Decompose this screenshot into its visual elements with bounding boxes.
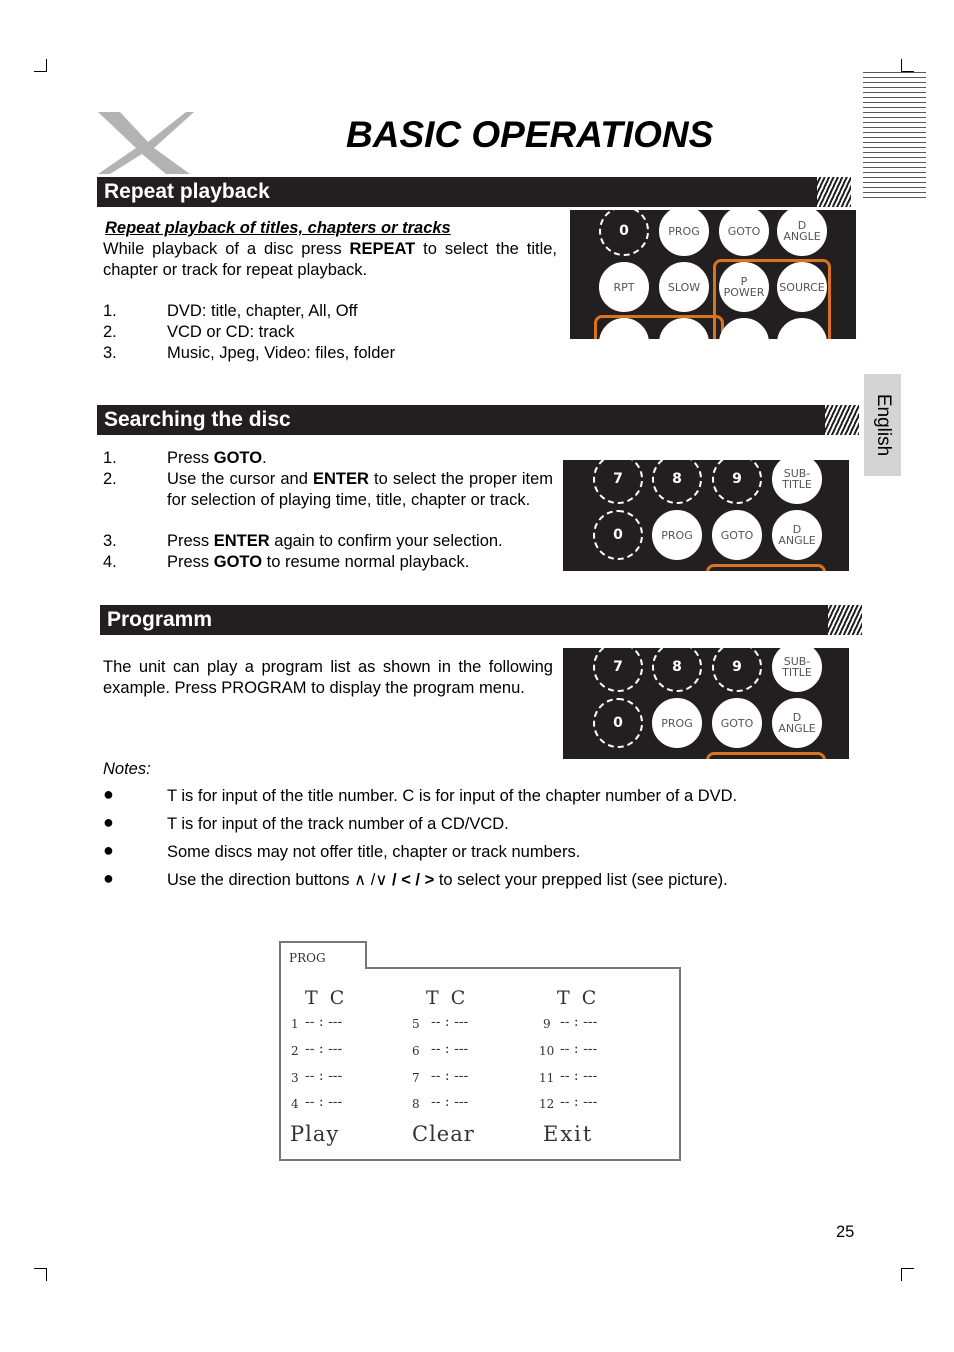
slot: -- : --- (431, 1068, 469, 1084)
remote-btn-8: 8 (652, 460, 702, 504)
slot: -- : --- (560, 1068, 598, 1084)
row-number: 5 (412, 1017, 420, 1031)
row-number: 7 (412, 1071, 420, 1085)
crop-mark-tr (901, 59, 914, 72)
remote-btn-8: 8 (652, 648, 702, 692)
prog-play-button[interactable]: Play (290, 1122, 340, 1146)
remote-btn-subtitle: SUB- TITLE (772, 460, 822, 504)
slot: -- : --- (431, 1014, 469, 1030)
program-menu-image (279, 941, 681, 1161)
remote-btn-goto: GOTO (712, 510, 762, 560)
col-header-1: T C (305, 987, 345, 1009)
prog-tab-label: PROG (289, 951, 326, 965)
remote-btn-goto: GOTO (719, 210, 769, 256)
remote-btn-angle: D ANGLE (772, 698, 822, 748)
remote-btn-0: 0 (593, 698, 643, 748)
repeat-list: 1. DVD: title, chapter, All, Off 2. VCD or CD: track 3. Music, Jpeg, Video: files, folder (103, 302, 396, 362)
remote-btn-0: 0 (599, 210, 649, 256)
remote-btn-7: 7 (593, 648, 643, 692)
repeat-subheading: Repeat playback of titles, chapters or tracks (105, 219, 451, 237)
section-bar-program (100, 605, 862, 635)
slot: -- : --- (431, 1041, 469, 1057)
row-number: 11 (539, 1071, 555, 1085)
section-bar-search (97, 405, 859, 435)
bar-stripes (828, 605, 862, 635)
row-number: 4 (291, 1097, 299, 1111)
remote-image-search (563, 460, 849, 571)
remote-btn-9: 9 (712, 648, 762, 692)
language-tab: English (864, 374, 901, 476)
remote-btn-prog: PROG (652, 698, 702, 748)
crop-mark-tl (34, 59, 47, 72)
remote-btn-slow: SLOW (659, 262, 709, 312)
section-heading: Searching the disc (104, 408, 291, 431)
slot: -- : --- (305, 1068, 343, 1084)
prog-exit-button[interactable]: Exit (543, 1122, 594, 1146)
row-number: 9 (543, 1017, 551, 1031)
bullet-icon: ● (103, 784, 114, 804)
bar-stripes (817, 177, 851, 207)
row-number: 10 (539, 1044, 555, 1058)
row-number: 3 (291, 1071, 299, 1085)
remote-btn-subtitle: SUB- TITLE (772, 648, 822, 692)
remote-image-program (563, 648, 849, 759)
section-heading: Repeat playback (104, 180, 270, 203)
brand-logo (96, 108, 194, 176)
remote-btn-goto: GOTO (712, 698, 762, 748)
remote-btn-angle: D ANGLE (772, 510, 822, 560)
repeat-intro: While playback of a disc press REPEAT to select the title, chapter or track for repeat playback. (103, 240, 557, 279)
bullet-icon: ● (103, 840, 114, 860)
remote-btn-0: 0 (593, 510, 643, 560)
remote-btn-9: 9 (712, 460, 762, 504)
remote-btn-power: P POWER (719, 262, 769, 312)
remote-btn-angle: D ANGLE (777, 210, 827, 256)
slot: -- : --- (560, 1041, 598, 1057)
row-number: 8 (412, 1097, 420, 1111)
bullet-icon: ● (103, 812, 114, 832)
slot: -- : --- (305, 1041, 343, 1057)
col-header-3: T C (557, 987, 597, 1009)
col-header-2: T C (426, 987, 466, 1009)
remote-image-repeat (570, 210, 856, 339)
slot: -- : --- (305, 1014, 343, 1030)
section-bar-repeat (97, 177, 851, 207)
row-number: 6 (412, 1044, 420, 1058)
slot: -- : --- (560, 1014, 598, 1030)
remote-btn-source: SOURCE (777, 262, 827, 312)
row-number: 2 (291, 1044, 299, 1058)
slot: -- : --- (560, 1094, 598, 1110)
remote-btn-prog: PROG (659, 210, 709, 256)
crop-mark-br (901, 1268, 914, 1281)
page-title: BASIC OPERATIONS (346, 114, 714, 155)
remote-btn-rpt: RPT (599, 262, 649, 312)
slot: -- : --- (305, 1094, 343, 1110)
search-steps: 1. Press GOTO. 2. Use the cursor and ENTER to select the proper item for selection of playing time, title, chapter or track. 3. Press ENTER again to confirm your selection. 4. Press GOTO to resume normal playback. (103, 449, 553, 571)
bar-stripes (825, 405, 859, 435)
bullet-icon: ● (103, 868, 114, 888)
section-heading: Programm (107, 608, 213, 631)
page-number: 25 (836, 1223, 855, 1241)
program-intro: The unit can play a program list as shown in the following example. Press PROGRAM to display the program menu. (103, 658, 553, 697)
crop-mark-bl (34, 1268, 47, 1281)
prog-clear-button[interactable]: Clear (412, 1122, 475, 1146)
remote-btn-prog: PROG (652, 510, 702, 560)
notes-list: ● T is for input of the title number. C is for input of the chapter number of a DVD. ● T is for input of the track number of a CD/VCD. ● Some discs may not offer title, chapter or track numbers. ● Use the direction buttons ∧ /∨ / < / > to select your prepped list (see picture). (103, 784, 738, 889)
decorative-lines (863, 72, 926, 200)
row-number: 1 (291, 1017, 299, 1031)
row-number: 12 (539, 1097, 555, 1111)
notes-label: Notes: (103, 760, 151, 778)
remote-btn-7: 7 (593, 460, 643, 504)
slot: -- : --- (431, 1094, 469, 1110)
